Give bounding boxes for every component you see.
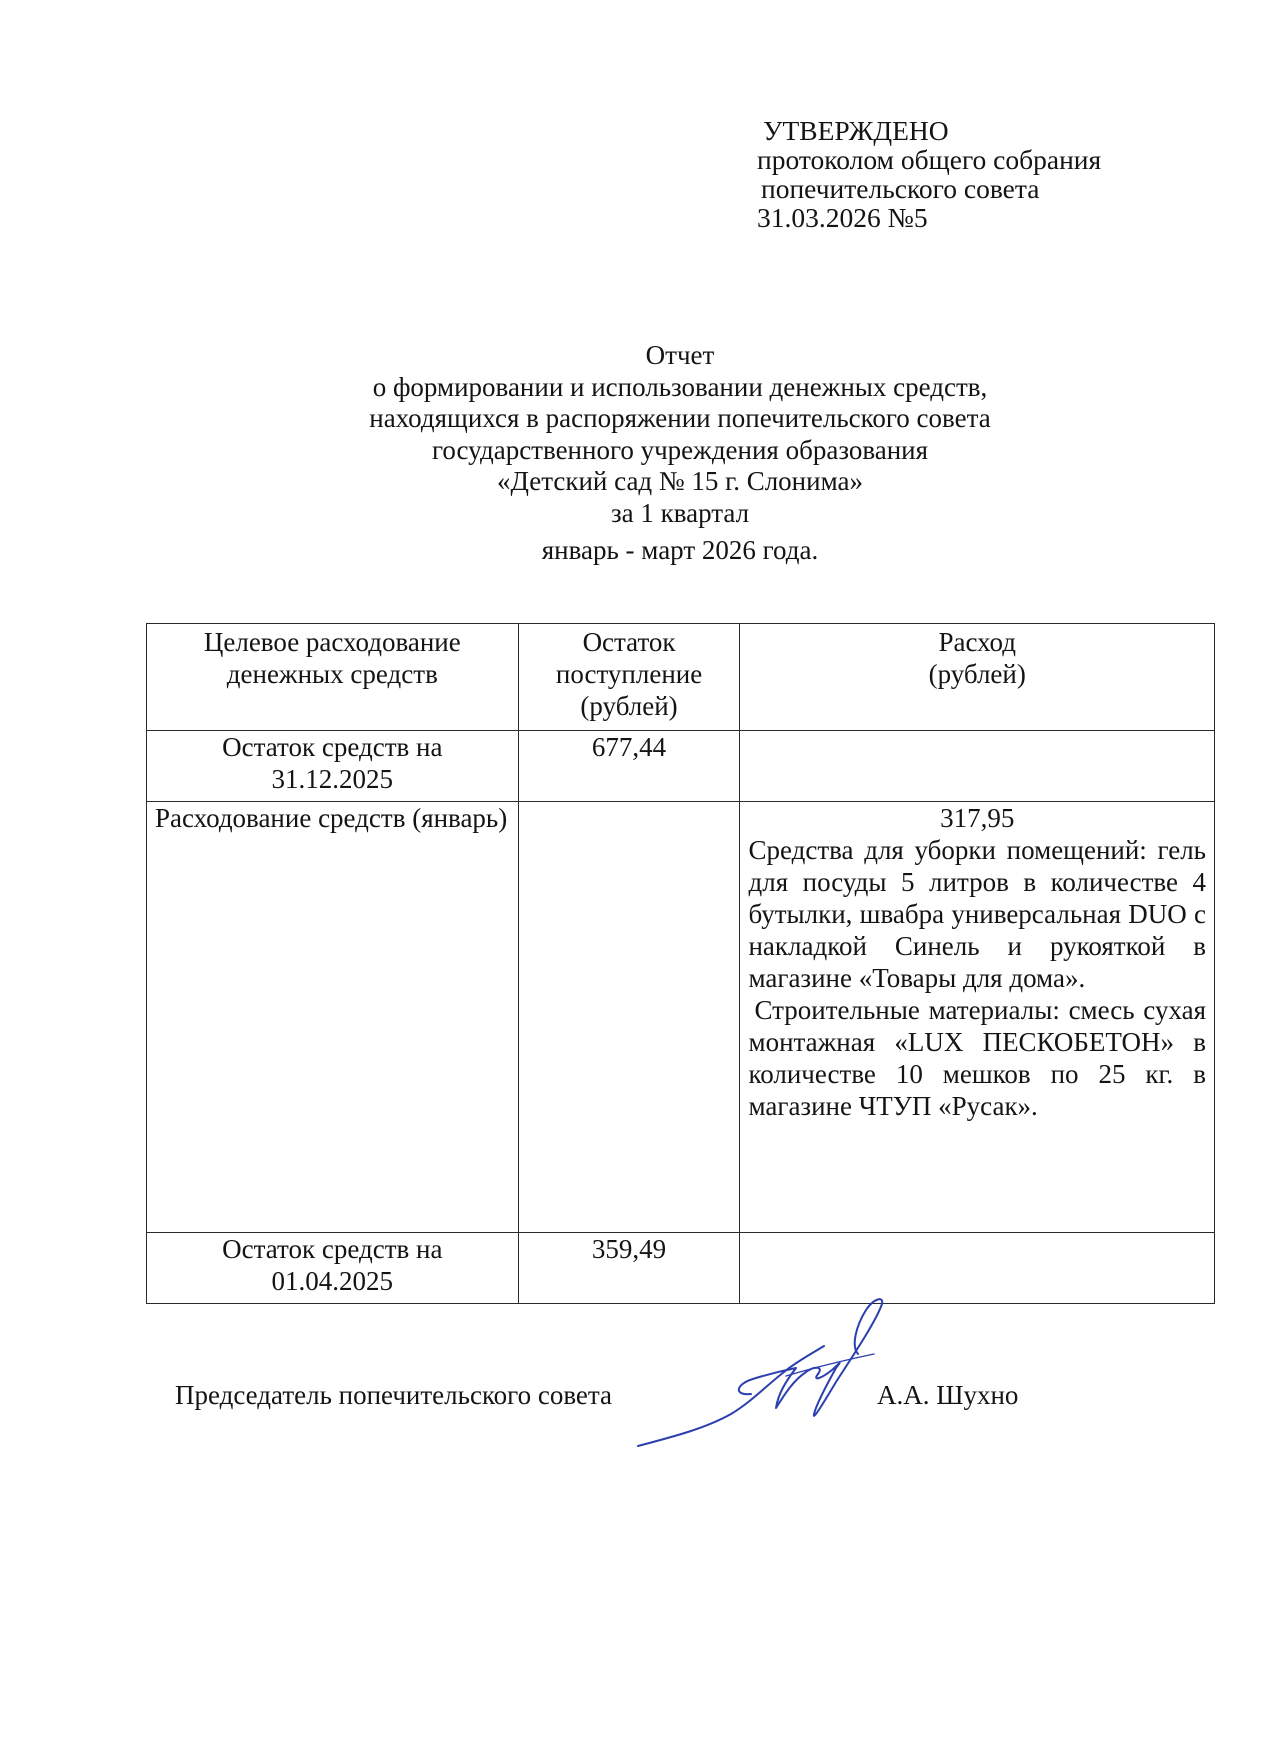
header-text: Расход — [938, 627, 1017, 657]
expense-detail: Строительные материалы: смесь сухая монтажная «LUX ПЕСКОБЕТОН» в количестве 10 мешков по 25 кг. в магазине ЧТУП «Русак». — [748, 995, 1206, 1121]
report-table — [146, 623, 1215, 1304]
title-line: о формировании и использовании денежных средств, — [372, 371, 988, 402]
approval-line: протоколом общего собрания — [757, 144, 1102, 175]
cell-purpose — [147, 1233, 519, 1304]
cell-text: 01.04.2025 — [271, 1266, 394, 1296]
signer-name: А.А. Шухно — [877, 1380, 1019, 1410]
table-row — [147, 1233, 1215, 1304]
approval-heading: УТВЕРЖДЕНО — [763, 115, 949, 146]
cell-expense — [740, 1233, 1215, 1304]
title-line: находящихся в распоряжении попечительского совета — [369, 403, 991, 433]
header-expense — [740, 624, 1215, 731]
header-text: Остаток — [582, 627, 676, 657]
header-text: (рублей) — [580, 691, 678, 721]
cell-text: Остаток средств на — [222, 732, 443, 762]
table-header-row — [147, 624, 1215, 731]
report-title — [290, 340, 1070, 567]
approval-line: попечительского совета — [761, 173, 1040, 204]
header-text: (рублей) — [928, 659, 1026, 689]
title-line: государственного учреждения образования — [431, 434, 929, 465]
signature-stroke — [814, 1299, 882, 1416]
signer-position: Председатель попечительского совета — [175, 1380, 613, 1410]
cell-text: Остаток средств на — [222, 1234, 443, 1264]
cell-income: 359,49 — [518, 1233, 740, 1304]
cell-purpose — [147, 731, 519, 802]
title-line: январь - март 2026 года. — [541, 535, 819, 565]
header-purpose — [147, 624, 519, 731]
table-row — [147, 731, 1215, 802]
cell-expense — [740, 802, 1215, 1233]
signature-stroke — [739, 1368, 820, 1408]
title-line: Отчет — [645, 340, 715, 370]
cell-purpose: Расходование средств (январь) — [147, 802, 519, 1233]
header-text: поступление — [555, 659, 703, 689]
expense-detail: Средства для уборки помещений: гель для посуды 5 литров в количестве 4 бутылки, швабра универсальная DUO с накладкой Синель и рукояткой в магазине «Товары для дома». — [748, 835, 1206, 993]
title-line: «Детский сад № 15 г. Слонима» — [497, 466, 863, 496]
cell-text: 31.12.2025 — [271, 764, 394, 794]
approval-date: 31.03.2026 №5 — [757, 202, 928, 233]
signature-stroke — [638, 1346, 824, 1446]
cell-income — [518, 802, 740, 1233]
cell-expense — [740, 731, 1215, 802]
expense-amount: 317,95 — [940, 803, 1015, 833]
handwritten-signature — [636, 1296, 926, 1461]
header-income — [518, 624, 740, 731]
header-text: Целевое расходование — [203, 627, 461, 657]
title-line: за 1 квартал — [610, 497, 750, 528]
table-row — [147, 802, 1215, 1233]
header-text: денежных средств — [226, 659, 438, 689]
cell-income: 677,44 — [518, 731, 740, 802]
approval-block — [757, 116, 1101, 232]
